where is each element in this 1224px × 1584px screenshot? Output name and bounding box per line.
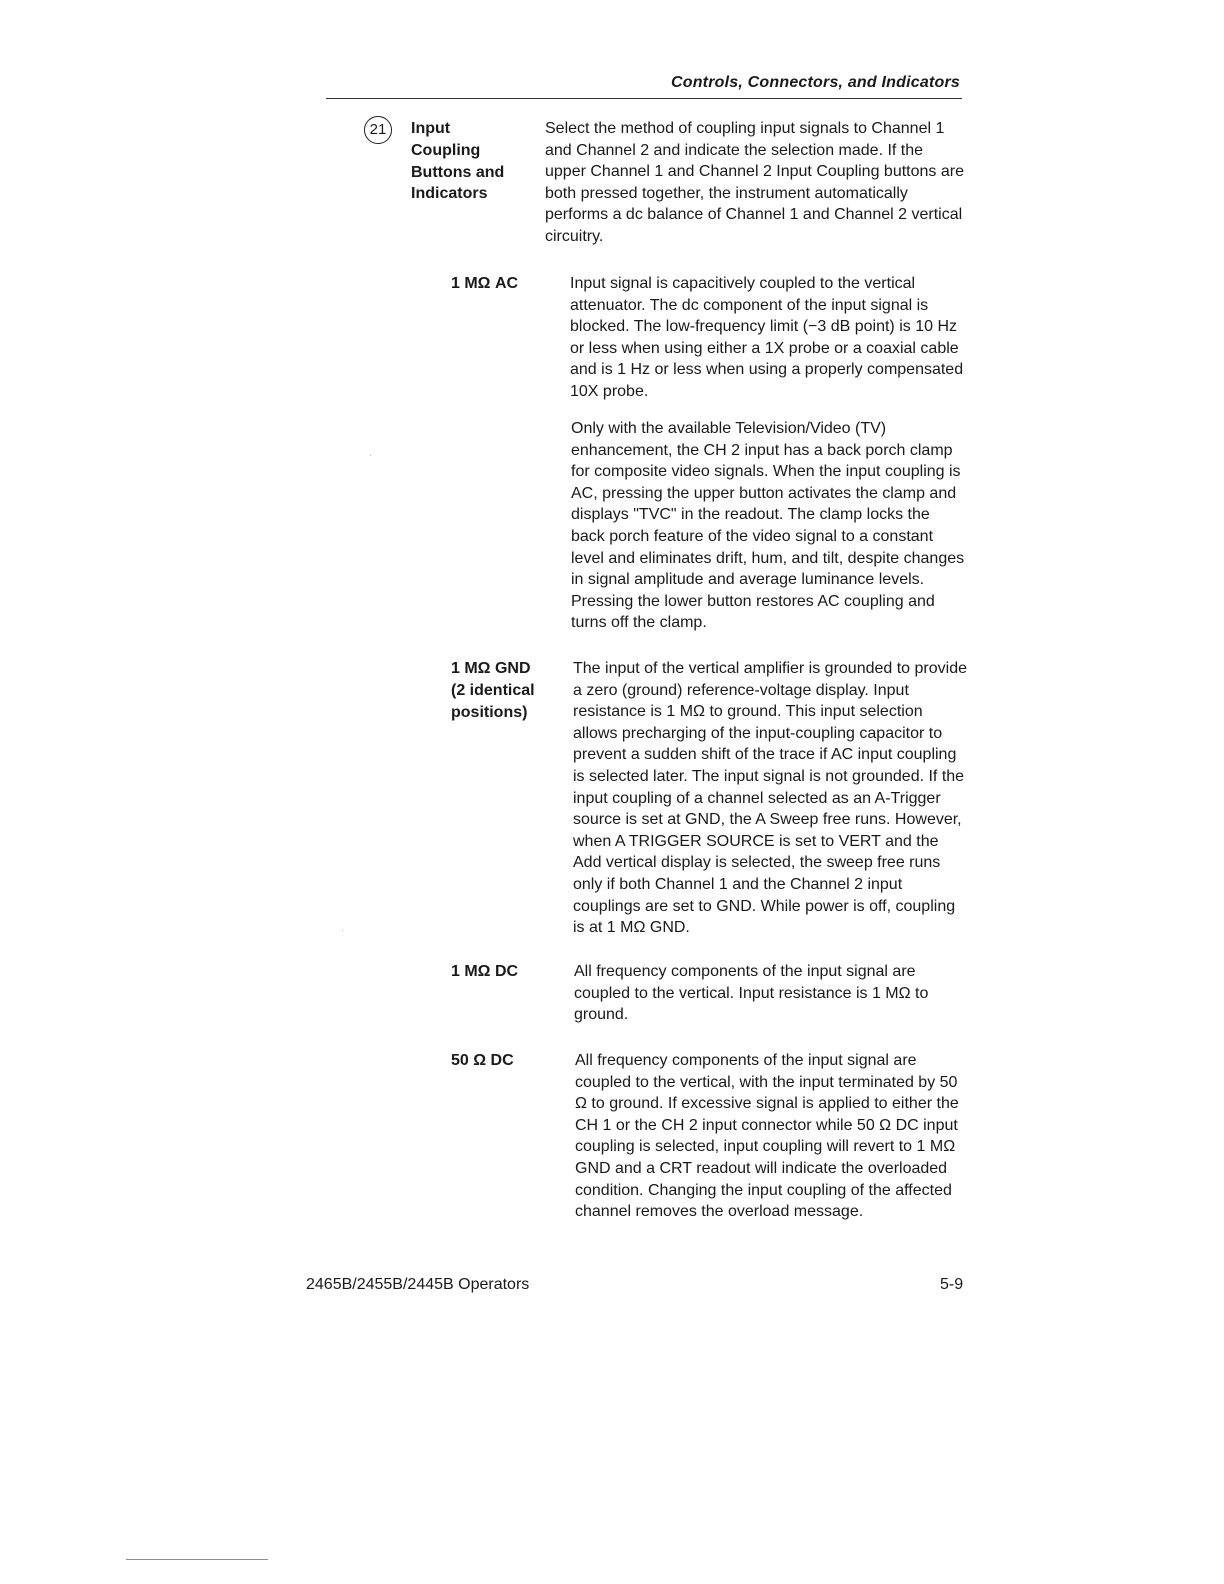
subitem-label-line: 1 MΩ DC xyxy=(451,963,519,980)
scan-speck xyxy=(342,930,343,931)
item-title-line: Buttons and xyxy=(411,163,505,181)
subitem-label-ac xyxy=(451,273,566,295)
subitem-label-gnd xyxy=(451,658,566,723)
subitem-label-line: 1 MΩ AC xyxy=(451,275,519,292)
item-title-line: Coupling xyxy=(411,141,481,159)
subitem-label-50ohm xyxy=(451,1050,566,1072)
subitem-label-line: 1 MΩ GND xyxy=(451,660,531,677)
subitem-label-line: 50 Ω DC xyxy=(451,1052,514,1069)
header-title: Controls, Connectors, and Indicators xyxy=(670,74,960,91)
item-title-line: Indicators xyxy=(411,185,488,203)
footer-manual-title: 2465B/2455B/2445B Operators xyxy=(306,1276,530,1293)
item-title xyxy=(411,118,531,205)
subitem-text-ac: Input signal is capacitively coupled to the vertical attenuator. The dc component of the input signal is blocked. The low-frequency limit (−3 dB point) is 10 Hz or less when using either a 1X probe or a coaxial cable and is 1 Hz or less when using a properly compensated 10X probe. xyxy=(570,275,964,400)
callout-number: 21 xyxy=(364,116,392,144)
scan-speck xyxy=(370,455,371,456)
subitem-label-line: positions) xyxy=(451,703,528,721)
bottom-rule xyxy=(126,1559,268,1560)
subitem-text-gnd: The input of the vertical amplifier is grounded to provide a zero (ground) reference-voltage display. Input resistance is 1 MΩ to ground. This input selection allows precharging of the input-coupling capacitor to prevent a sudden shift of the trace if AC input coupling is selected later. The input signal is not grounded. If the input coupling of a channel selected as an A-Trigger source is set at GND, the A Sweep free runs. However, when A TRIGGER SOURCE is set to VERT and the Add vertical display is selected, the sweep free runs only if both Channel 1 and the Channel 2 input couplings are set to GND. While power is off, coupling is at 1 MΩ GND. xyxy=(573,660,967,937)
item-description: Select the method of coupling input signals to Channel 1 and Channel 2 and indicate the selection made. If the upper Channel 1 and Channel 2 Input Coupling buttons are both pressed together, the instrument automatically performs a dc balance of Channel 1 and Channel 2 vertical circuitry. xyxy=(545,120,964,245)
footer-page-number: 5-9 xyxy=(940,1276,964,1293)
subitem-label-line: (2 identical xyxy=(451,681,535,699)
subitem-label-dc xyxy=(451,961,566,983)
subitem-text-ac-tv: Only with the available Television/Video (TV) enhancement, the CH 2 input has a back porch clamp for composite video signals. When the input coupling is AC, pressing the upper button activates the clamp and displays "TVC" in the readout. The clamp locks the back porch feature of the video signal to a constant level and eliminates drift, hum, and tilt, despite changes in signal amplitude and average luminance levels. Pressing the lower button restores AC coupling and turns off the clamp. xyxy=(571,420,965,632)
item-title-line: Input xyxy=(411,120,451,137)
subitem-text-50ohm: All frequency components of the input signal are coupled to the vertical, with the input terminated by 50 Ω to ground. If excessive signal is applied to either the CH 1 or the CH 2 input connector while 50 Ω DC input coupling is selected, input coupling will revert to 1 MΩ GND and a CRT readout will indicate the overloaded condition. Changing the input coupling of the affected channel removes the overload message. xyxy=(575,1052,959,1221)
subitem-text-dc: All frequency components of the input signal are coupled to the vertical. Input resistance is 1 MΩ to ground. xyxy=(574,963,929,1024)
running-header xyxy=(326,72,962,99)
